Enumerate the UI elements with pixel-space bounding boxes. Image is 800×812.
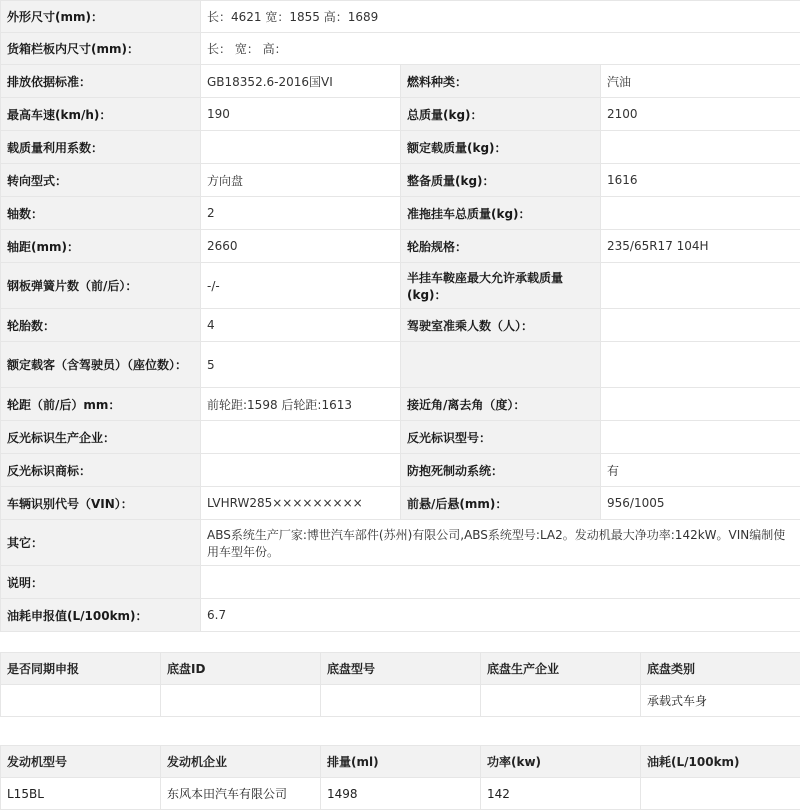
spec-value: 1616: [601, 164, 800, 197]
table-row: [1, 65, 800, 98]
spec-label: 轮胎数：: [1, 309, 201, 342]
spec-value: 方向盘: [201, 164, 401, 197]
spec-label: [401, 342, 601, 388]
spec-value: 6.7: [201, 599, 800, 632]
table-cell: [641, 778, 800, 810]
table-row: [1, 131, 800, 164]
spec-value: 长： 宽： 高：: [201, 33, 800, 65]
spec-label: 货箱栏板内尺寸(mm)：: [1, 33, 201, 65]
spec-label: 外形尺寸(mm)：: [1, 1, 201, 33]
spec-label: 排放依据标准：: [1, 65, 201, 98]
spec-value: [601, 309, 800, 342]
table-cell: 承载式车身: [641, 685, 800, 717]
spec-label: 总质量(kg)：: [401, 98, 601, 131]
spec-value: 235/65R17 104H: [601, 230, 800, 263]
table-row: [1, 230, 800, 263]
spec-label: 轴距(mm)：: [1, 230, 201, 263]
spec-label: 整备质量(kg)：: [401, 164, 601, 197]
chassis-table: [0, 652, 800, 717]
table-cell: 东风本田汽车有限公司: [161, 778, 321, 810]
spec-label: 额定载质量(kg)：: [401, 131, 601, 164]
column-header: 发动机企业: [161, 746, 321, 778]
spec-label: 反光标识商标：: [1, 454, 201, 487]
column-header: 底盘型号: [321, 653, 481, 685]
table-row: [1, 164, 800, 197]
spec-value: 有: [601, 454, 800, 487]
table-cell: 1498: [321, 778, 481, 810]
spec-label: 前悬/后悬(mm)：: [401, 487, 601, 520]
engine-table: [0, 745, 800, 810]
table-row: [1, 33, 800, 65]
table-row: [1, 520, 800, 566]
table-row: [1, 98, 800, 131]
spec-value: GB18352.6-2016国VI: [201, 65, 401, 98]
table-row: [1, 263, 800, 309]
table-header-row: [1, 746, 800, 778]
column-header: 功率(kw): [481, 746, 641, 778]
spec-value: [601, 388, 800, 421]
table-header-row: [1, 653, 800, 685]
table-row: [1, 1, 800, 33]
table-row: [1, 421, 800, 454]
column-header: 底盘生产企业: [481, 653, 641, 685]
spec-value: ABS系统生产厂家:博世汽车部件(苏州)有限公司,ABS系统型号:LA2。发动机最大净功率:142kW。VIN编制使用车型年份。: [201, 520, 800, 566]
spec-label: 燃料种类：: [401, 65, 601, 98]
column-header: 是否同期申报: [1, 653, 161, 685]
spec-label: 说明：: [1, 566, 201, 599]
spec-label: 钢板弹簧片数（前/后）：: [1, 263, 201, 309]
spec-label: 接近角/离去角（度）：: [401, 388, 601, 421]
spec-value: 956/1005: [601, 487, 800, 520]
table-row: [1, 309, 800, 342]
spec-label: 额定载客（含驾驶员）（座位数）：: [1, 342, 201, 388]
spec-label: 载质量利用系数：: [1, 131, 201, 164]
table-row: [1, 342, 800, 388]
table-row: [1, 778, 800, 810]
spec-label: 防抱死制动系统：: [401, 454, 601, 487]
spec-label: 反光标识生产企业：: [1, 421, 201, 454]
spec-value: 前轮距:1598 后轮距:1613: [201, 388, 401, 421]
table-row: [1, 599, 800, 632]
column-header: 底盘类别: [641, 653, 800, 685]
spec-value: [601, 197, 800, 230]
table-row: [1, 566, 800, 599]
spec-value: 190: [201, 98, 401, 131]
spec-value: 长：4621 宽：1855 高：1689: [201, 1, 800, 33]
spec-value: [601, 263, 800, 309]
spec-label: 其它：: [1, 520, 201, 566]
table-row: [1, 388, 800, 421]
spec-value: 2: [201, 197, 401, 230]
spec-value: 2100: [601, 98, 800, 131]
table-cell: [481, 685, 641, 717]
spec-value: [601, 131, 800, 164]
spec-value: [201, 454, 401, 487]
spec-label: 轴数：: [1, 197, 201, 230]
spec-value: [201, 131, 401, 164]
spec-label: 反光标识型号：: [401, 421, 601, 454]
spec-value: [601, 342, 800, 388]
spec-value: -/-: [201, 263, 401, 309]
column-header: 排量(ml): [321, 746, 481, 778]
table-cell: 142: [481, 778, 641, 810]
table-cell: [321, 685, 481, 717]
table-row: [1, 487, 800, 520]
spec-value: 4: [201, 309, 401, 342]
column-header: 油耗(L/100km): [641, 746, 800, 778]
spec-label: 最高车速(km/h)：: [1, 98, 201, 131]
spec-label: 轮距（前/后）mm：: [1, 388, 201, 421]
spec-value: 5: [201, 342, 401, 388]
spec-value: [201, 566, 800, 599]
spec-value: [601, 421, 800, 454]
table-row: [1, 454, 800, 487]
spec-label: 转向型式：: [1, 164, 201, 197]
spec-label: 车辆识别代号（VIN）：: [1, 487, 201, 520]
table-cell: [1, 685, 161, 717]
spec-value: LVHRW285×××××××××: [201, 487, 401, 520]
table-cell: L15BL: [1, 778, 161, 810]
spec-value: [201, 421, 401, 454]
table-row: [1, 197, 800, 230]
spec-label: 准拖挂车总质量(kg)：: [401, 197, 601, 230]
table-row: [1, 685, 800, 717]
spec-value: 汽油: [601, 65, 800, 98]
table-cell: [161, 685, 321, 717]
spec-label: 油耗申报值(L/100km)：: [1, 599, 201, 632]
column-header: 底盘ID: [161, 653, 321, 685]
spec-label: 轮胎规格：: [401, 230, 601, 263]
spec-value: 2660: [201, 230, 401, 263]
column-header: 发动机型号: [1, 746, 161, 778]
spec-label: 半挂车鞍座最大允许承载质量(kg)：: [401, 263, 601, 309]
spec-label: 驾驶室准乘人数（人）：: [401, 309, 601, 342]
